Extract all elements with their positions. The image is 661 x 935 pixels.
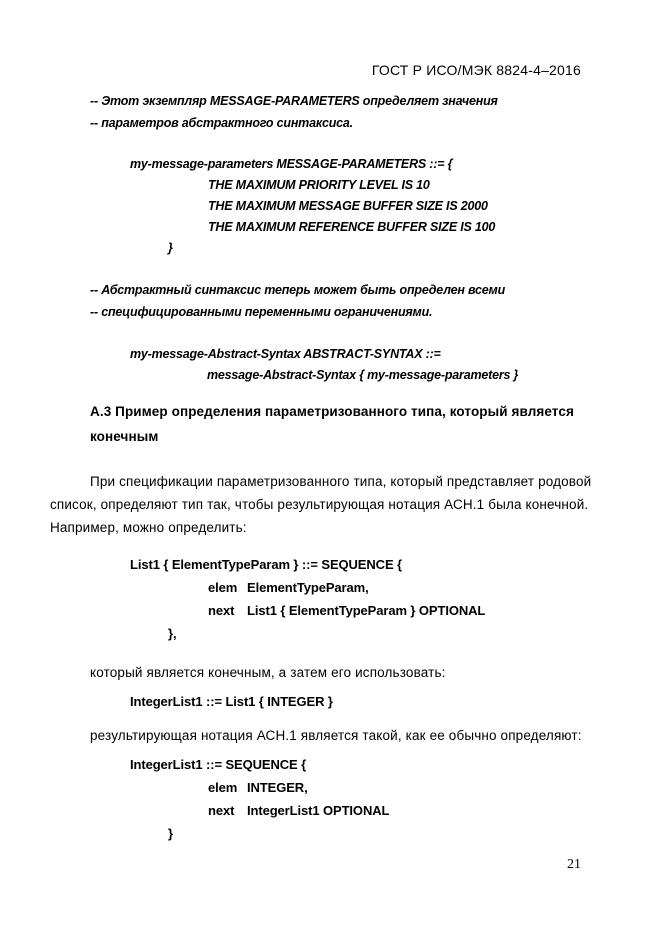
code-line: IntegerList1 ::= List1 { INTEGER } [130,694,333,709]
code-keyword: elem [208,580,238,595]
code-brace: }, [168,626,177,641]
code-line: IntegerList1 ::= SEQUENCE { [130,757,307,772]
paragraph-line: Например, можно определить: [50,520,247,535]
comment-line: -- Абстрактный синтаксис теперь может быть определен всеми [90,283,505,297]
code-line: my-message-parameters MESSAGE-PARAMETERS ::= { [130,157,453,171]
paragraph-line: который является конечным, а затем его использовать: [90,665,446,680]
page-number: 21 [567,857,581,872]
code-keyword: next [208,803,235,818]
code-keyword: next [208,603,235,618]
code-brace: } [168,826,173,841]
section-heading: А.3 Пример определения параметризованного типа, который является [90,404,574,419]
code-keyword: elem [208,780,238,795]
code-value: IntegerList1 OPTIONAL [247,803,390,818]
code-line: message-Abstract-Syntax { my-message-parameters } [207,368,519,382]
comment-line: -- специфицированными переменными ограничениями. [90,305,433,319]
code-line: THE MAXIMUM PRIORITY LEVEL IS 10 [208,178,430,192]
code-line [208,780,308,795]
code-line: List1 { ElementTypeParam } ::= SEQUENCE { [130,557,402,572]
comment-line: -- Этот экземпляр MESSAGE-PARAMETERS определяет значения [90,94,498,108]
document-header: ГОСТ Р ИСО/МЭК 8824-4–2016 [371,62,581,78]
code-line [208,803,389,818]
code-line [208,580,369,595]
code-value: INTEGER, [247,780,308,795]
paragraph-line: список, определяют тип так, чтобы результирующая нотация АСН.1 была конечной. [50,497,589,512]
code-line: THE MAXIMUM MESSAGE BUFFER SIZE IS 2000 [208,199,488,213]
code-brace: } [168,241,173,255]
comment-line: -- параметров абстрактного синтаксиса. [90,116,353,130]
section-heading-cont: конечным [90,429,159,444]
code-line: my-message-Abstract-Syntax ABSTRACT-SYNTAX ::= [130,347,441,361]
code-line [208,603,485,618]
paragraph-line: При спецификации параметризованного типа, который представляет родовой [90,474,592,489]
code-value: ElementTypeParam, [247,580,369,595]
code-value: List1 { ElementTypeParam } OPTIONAL [247,603,486,618]
paragraph-line: результирующая нотация АСН.1 является такой, как ее обычно определяют: [90,728,582,743]
code-line: THE MAXIMUM REFERENCE BUFFER SIZE IS 100 [208,220,496,234]
